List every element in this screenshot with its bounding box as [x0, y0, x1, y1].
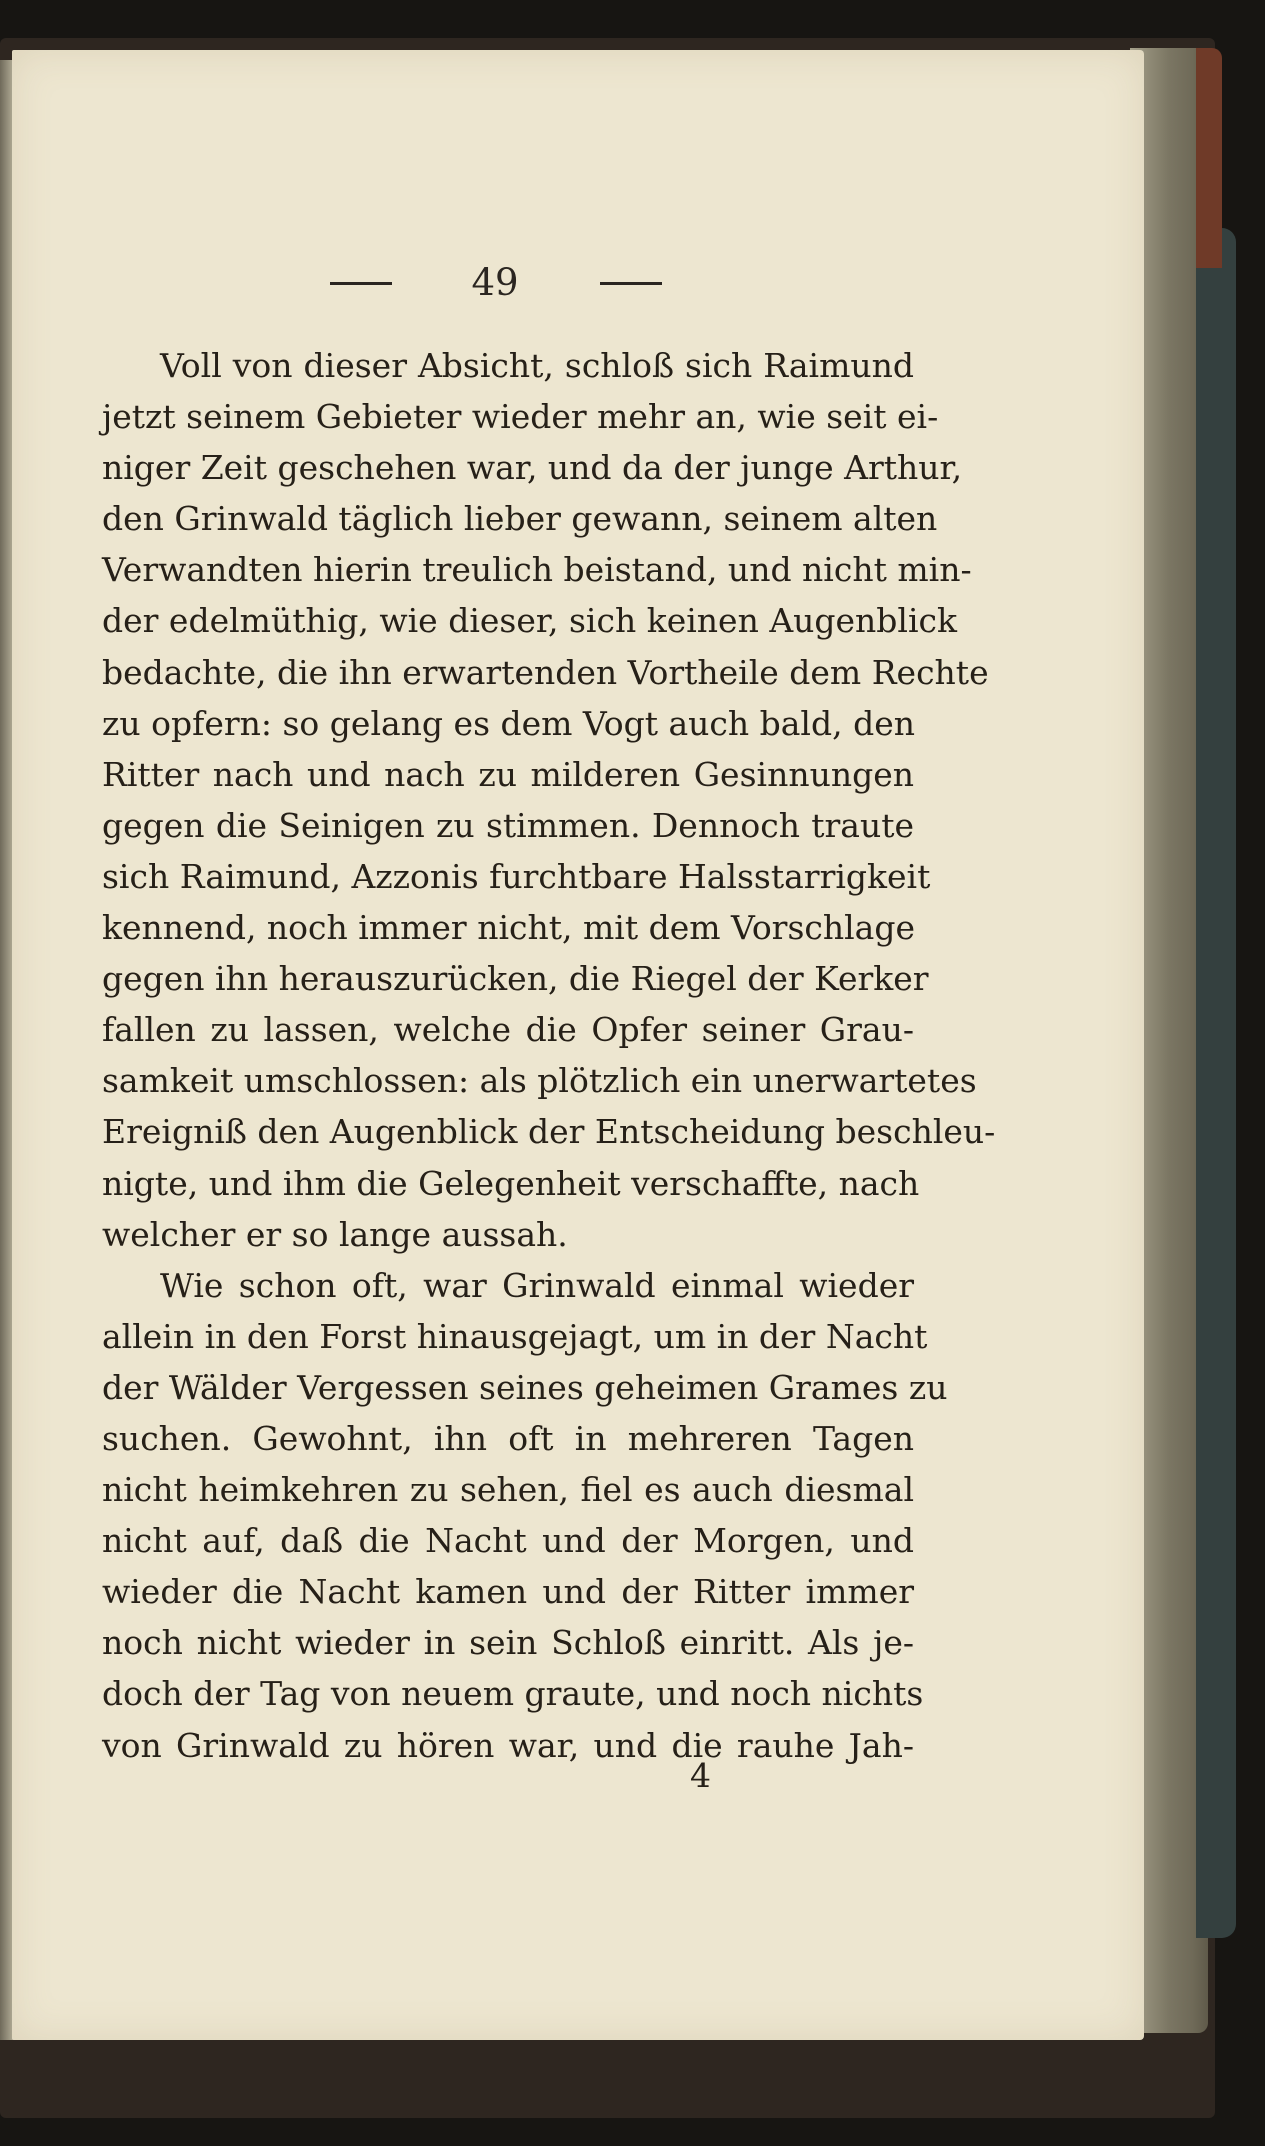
- text-line: gegen die Seinigen zu stimmen. Dennoch traute: [102, 805, 914, 845]
- text-line: Verwandten hierin treulich beistand, und nicht min-: [102, 550, 972, 590]
- text-line: doch der Tag von neuem graute, und noch nichts: [102, 1674, 924, 1714]
- text-line: der edelmüthig, wie dieser, sich keinen Augenblick: [102, 601, 958, 641]
- text-line: niger Zeit geschehen war, und da der junge Arthur,: [102, 448, 963, 488]
- text-line: jetzt seinem Gebieter wieder mehr an, wie seit ei-: [102, 397, 939, 437]
- text-line: sich Raimund, Azzonis furchtbare Halsstarrigkeit: [102, 856, 931, 896]
- text-line: nicht heimkehren zu sehen, fiel es auch diesmal: [102, 1470, 914, 1510]
- signature-mark: 4: [690, 1756, 711, 1795]
- text-line: bedachte, die ihn erwartenden Vortheile dem Rechte: [102, 652, 989, 692]
- text-line: der Wälder Vergessen seines geheimen Grames zu: [102, 1367, 948, 1407]
- text-line: von Grinwald zu hören war, und die rauhe Jah-: [102, 1725, 914, 1765]
- text-line: fallen zu lassen, welche die Opfer seiner Grau-: [102, 1010, 914, 1050]
- text-line: suchen. Gewohnt, ihn oft in mehreren Tagen: [102, 1418, 914, 1458]
- text-line: wieder die Nacht kamen und der Ritter immer: [102, 1572, 914, 1612]
- header-dash-right: [600, 282, 662, 285]
- text-line: nigte, und ihm die Gelegenheit verschaffte, nach: [102, 1163, 920, 1203]
- text-line: kennend, noch immer nicht, mit dem Vorschlage: [102, 908, 916, 948]
- text-line: Voll von dieser Absicht, schloß sich Raimund: [160, 346, 914, 385]
- text-line: samkeit umschlossen: als plötzlich ein unerwartetes: [102, 1061, 977, 1101]
- text-line: allein in den Forst hinausgejagt, um in der Nacht: [102, 1316, 928, 1356]
- text-line: den Grinwald täglich lieber gewann, seinem alten: [102, 499, 938, 539]
- text-line: Ritter nach und nach zu milderen Gesinnungen: [102, 754, 914, 794]
- text-line: noch nicht wieder in sein Schloß einritt. Als je-: [102, 1623, 914, 1663]
- page-header: [320, 258, 680, 308]
- text-line: welcher er so lange aussah.: [102, 1214, 568, 1254]
- text-line: Wie schon oft, war Grinwald einmal wieder: [160, 1265, 914, 1305]
- text-line: nicht auf, daß die Nacht und der Morgen, und: [102, 1521, 914, 1561]
- body-text: [102, 340, 996, 1771]
- text-line: Ereigniß den Augenblick der Entscheidung beschleu-: [102, 1112, 996, 1152]
- text-line: zu opfern: so gelang es dem Vogt auch bald, den: [102, 703, 915, 743]
- text-line: gegen ihn herauszurücken, die Riegel der Kerker: [102, 959, 929, 999]
- page-number: 49: [471, 261, 519, 304]
